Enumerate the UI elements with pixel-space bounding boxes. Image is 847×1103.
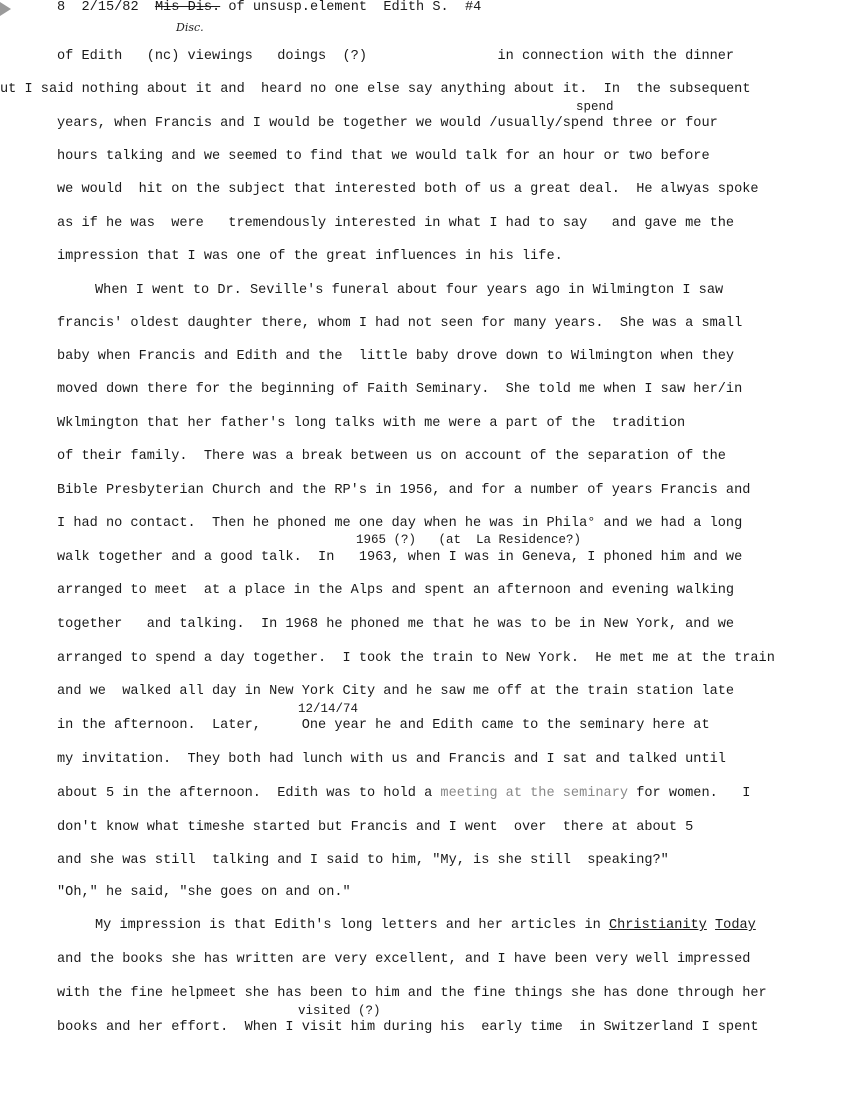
text-line: books and her effort. When I visit him during his early time in Switzerland I spent [57,1020,759,1035]
text-line: walk together and a good talk. In 1963, when I was in Geneva, I phoned him and we [57,550,743,565]
header-struck-text: Mis Dis. [154,0,221,15]
text-line: of Edith (nc) viewings doings (?) in connection with the dinner [57,49,735,64]
underlined-title: Today [715,918,756,933]
text-line: "Oh," he said, "she goes on and on." [57,885,351,900]
page-header [57,0,481,16]
text-line: moved down there for the beginning of Faith Seminary. She told me when I saw her/in [57,382,743,397]
text-line: and the books she has written are very excellent, and I have been very well impressed [57,952,751,967]
interlinear-note: spend [576,100,614,114]
text-line [95,918,756,934]
interlinear-note: visited (?) [298,1004,381,1018]
header-subject: Edith S. [383,0,449,15]
text-line: Wklmington that her father's long talks with me were a part of the tradition [57,416,686,431]
text-line: don't know what timeshe started but Francis and I went over there at about 5 [57,820,694,835]
text-line: with the fine helpmeet she has been to him and the fine things she has done through her [57,986,767,1001]
text-line: ut I said nothing about it and heard no one else say anything about it. In the subsequent [0,82,751,97]
handwritten-note: Disc. [176,21,204,34]
text-line: impression that I was one of the great influences in his life. [57,249,563,264]
text-line: arranged to meet at a place in the Alps and spent an afternoon and evening walking [57,583,735,598]
text-line: baby when Francis and Edith and the little baby drove down to Wilmington when they [57,349,735,364]
interlinear-note: 1965 (?) (at La Residence?) [356,533,582,547]
text-line: francis' oldest daughter there, whom I had not seen for many years. She was a small [57,316,743,331]
header-date: 2/15/82 [81,0,139,15]
text-line: Bible Presbyterian Church and the RP's in 1956, and for a number of years Francis and [57,483,751,498]
text-segment: for women. I [628,786,751,801]
text-line: in the afternoon. Later, One year he and Edith came to the seminary here at [57,718,710,733]
interlinear-note: 12/14/74 [298,702,359,716]
text-line [57,786,750,802]
text-line: When I went to Dr. Seville's funeral about four years ago in Wilmington I saw [95,283,724,298]
text-line: of their family. There was a break between us on account of the separation of the [57,449,726,464]
text-line: I had no contact. Then he phoned me one day when he was in Phila° and we had a long [57,516,743,531]
page-number: 8 [57,0,66,15]
faint-text-segment: meeting at the seminary [440,786,629,801]
text-line: as if he was were tremendously interested in what I had to say and gave me the [57,216,735,231]
text-line: arranged to spend a day together. I took the train to New York. He met me at the train [57,651,775,666]
header-title: of unsusp.element [228,0,368,15]
scan-corner-mark [0,2,11,16]
underlined-title: Christianity [608,918,707,933]
text-line: years, when Francis and I would be together we would /usually/spend three or four [57,116,718,131]
text-segment: about 5 in the afternoon. Edith was to hold a [57,786,441,801]
text-line: and we walked all day in New York City and he saw me off at the train station late [57,684,735,699]
text-line: we would hit on the subject that interested both of us a great deal. He alwyas spoke [57,182,759,197]
text-line: and she was still talking and I said to him, "My, is she still speaking?" [57,853,669,868]
text-line: my invitation. They both had lunch with us and Francis and I sat and talked until [57,752,726,767]
header-item-number: #4 [464,0,482,15]
text-segment: My impression is that Edith's long letters and her articles in [95,918,609,933]
text-line: together and talking. In 1968 he phoned me that he was to be in New York, and we [57,617,735,632]
text-line: hours talking and we seemed to find that we would talk for an hour or two before [57,149,710,164]
